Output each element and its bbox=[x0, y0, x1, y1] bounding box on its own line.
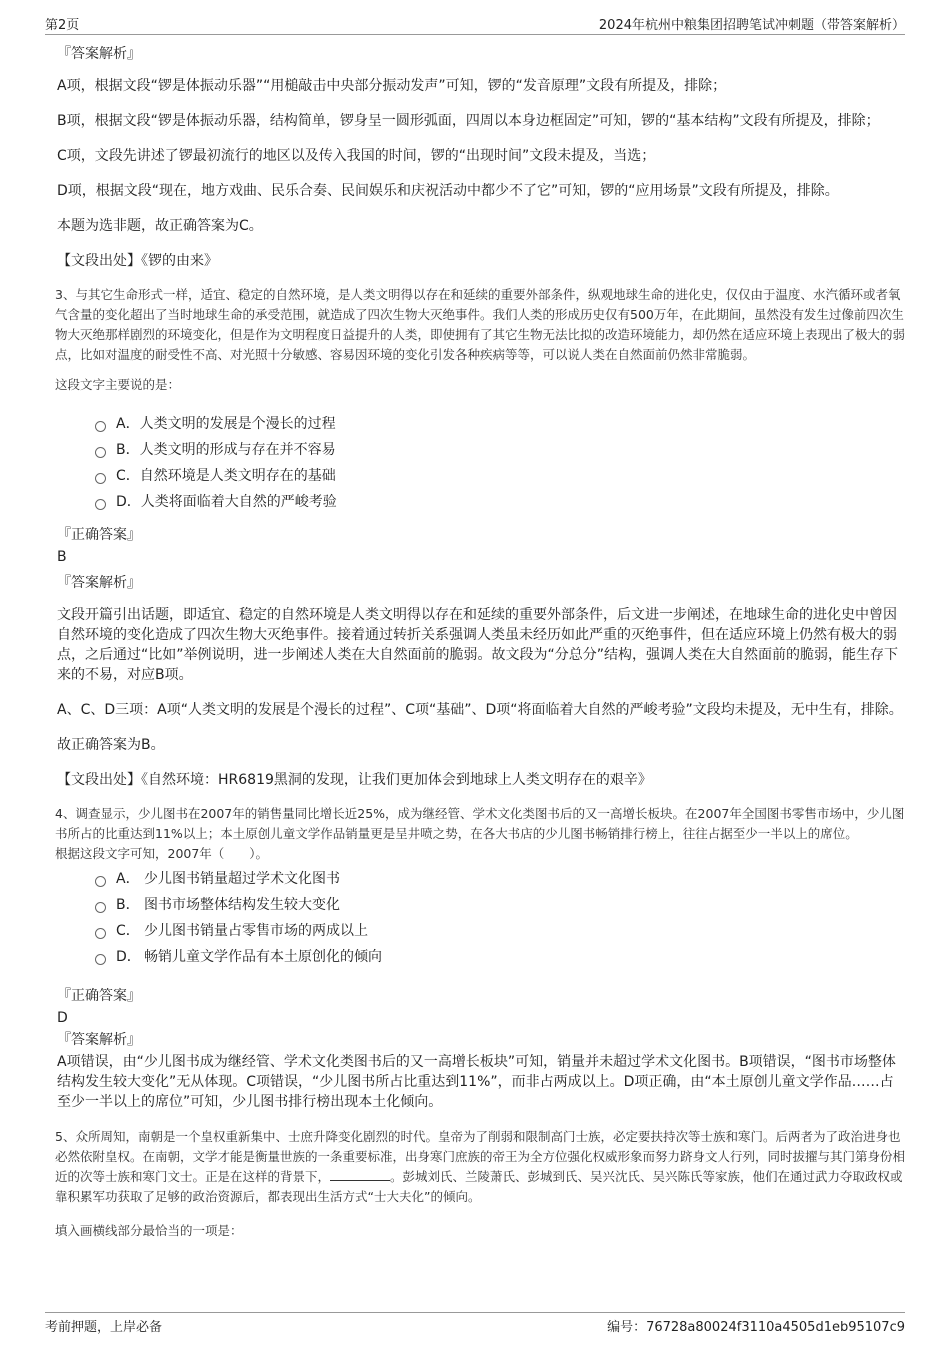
q5-text-after: 。彭城刘氏、兰陵萧氏、彭城到氏、吴兴沈氏、吴兴陈氏等家族，他们在通过武力夺取政权或靠积累军功获取了足够的政治资源后，都表现出生活方式“士大夫化”的倾向。 bbox=[55, 1169, 903, 1204]
option-text: 少儿图书销量占零售市场的两成以上 bbox=[144, 923, 368, 939]
q4-options bbox=[95, 866, 905, 970]
option-text: 少儿图书销量超过学术文化图书 bbox=[144, 871, 340, 887]
q3-text: 3、与其它生命形式一样，适宜、稳定的自然环境，是人类文明得以存在和延续的重要外部条件，纵观地球生命的进化史，仅仅由于温度、水汽循环或者氧气含量的变化超出了当时地球生命的承受范围，就造成了四次生物大灭绝事件。我们人类的形成历史仅有500万年，在此期间，虽然没有发生过像前四次生物大灭绝那样剧烈的环境变化，但是作为文明程度日益提升的人类，即使拥有了其它生物无法比拟的改造环境能力，却仍然在适应环境上表现出了极大的弱点，比如对温度的耐受性不高、对光照十分敏感、容易因环境的变化引发各种疾病等等，可以说人类在自然面前仍然非常脆弱。 bbox=[55, 287, 906, 362]
radio-icon[interactable] bbox=[95, 447, 106, 458]
footer-slogan: 考前押题，上岸必备 bbox=[45, 1320, 163, 1335]
option-text: 自然环境是人类文明存在的基础 bbox=[139, 468, 336, 484]
q3-option-d[interactable] bbox=[95, 489, 905, 515]
q5-text-before: 5、众所周知，南朝是一个皇权重新集中、士庶升降变化剧烈的时代。皇帝为了削弱和限制高门士族，必定要扶持次等士族和寒门。后两者为了政治进身也必然依附皇权。在南朝，文学才能是衡量世族的一条重要标准，出身寒门庶族的帝王为全方位强化权威形象而努力跻身文人行列，同时拔擢与其门第身份相近的次等士族和寒门文士。正是在这样的背景下， bbox=[55, 1129, 906, 1184]
option-text: 人类文明的形成与存在并不容易 bbox=[139, 442, 336, 458]
q4-answer: D bbox=[57, 1010, 68, 1026]
option-letter: B． bbox=[116, 897, 140, 913]
page-number: 第2页 bbox=[45, 18, 80, 33]
q4-text: 4、调查显示，少儿图书在2007年的销售量同比增长近25%，成为继经管、学术文化类图书后的又一高增长板块。在2007年全国图书零售市场中，少儿图书所占的比重达到11%以上；本土原创儿童文学作品销量更是呈井喷之势，在各大书店的少儿图书畅销排行榜上，往往占据至少一半以上的席位。 bbox=[55, 806, 905, 841]
q3-conclusion: 故正确答案为B。 bbox=[57, 737, 165, 753]
q3-correct-label: 『正确答案』 bbox=[57, 527, 141, 543]
radio-icon[interactable] bbox=[95, 421, 106, 432]
q3-option-b[interactable] bbox=[95, 437, 905, 463]
radio-icon[interactable] bbox=[95, 902, 106, 913]
option-text: 图书市场整体结构发生较大变化 bbox=[144, 897, 340, 913]
page-header bbox=[45, 12, 905, 35]
q4-option-b[interactable] bbox=[95, 892, 905, 918]
radio-icon[interactable] bbox=[95, 473, 106, 484]
radio-icon[interactable] bbox=[95, 876, 106, 887]
option-letter: C． bbox=[116, 468, 140, 484]
q3-answer: B bbox=[57, 549, 67, 565]
q2-analysis-c: C项，文段先讲述了锣最初流行的地区以及传入我国的时间，锣的“出现时间”文段未提及，当选； bbox=[57, 148, 656, 164]
option-letter: A． bbox=[116, 416, 140, 432]
q3-option-a[interactable] bbox=[95, 411, 905, 437]
q4-correct-label: 『正确答案』 bbox=[57, 988, 141, 1004]
option-letter: D． bbox=[116, 494, 141, 510]
q4-option-a[interactable] bbox=[95, 866, 905, 892]
radio-icon[interactable] bbox=[95, 499, 106, 510]
q2-analysis-b: B项，根据文段“锣是体振动乐器，结构简单，锣身呈一圆形弧面，四周以本身边框固定”可知，锣的“基本结构”文段有所提及，排除； bbox=[57, 113, 880, 129]
document-title: 2024年杭州中粮集团招聘笔试冲刺题（带答案解析） bbox=[598, 18, 905, 33]
q2-analysis-label: 『答案解析』 bbox=[57, 46, 141, 62]
q2-source: 【文段出处】《锣的由来》 bbox=[57, 253, 218, 269]
radio-icon[interactable] bbox=[95, 954, 106, 965]
q3-prompt: 这段文字主要说的是： bbox=[55, 377, 181, 392]
page-footer bbox=[45, 1312, 905, 1335]
q3-source: 【文段出处】《自然环境：HR6819黑洞的发现，让我们更加体会到地球上人类文明存在的艰辛》 bbox=[57, 772, 652, 788]
q5-text bbox=[55, 1127, 905, 1207]
q4-prompt: 根据这段文字可知，2007年（ ）。 bbox=[55, 846, 269, 861]
option-letter: C． bbox=[116, 923, 140, 939]
q5-prompt: 填入画横线部分最恰当的一项是： bbox=[55, 1223, 243, 1238]
q4-analysis-label: 『答案解析』 bbox=[57, 1032, 141, 1048]
radio-icon[interactable] bbox=[95, 928, 106, 939]
q4-option-c[interactable] bbox=[95, 918, 905, 944]
option-letter: D． bbox=[116, 949, 141, 965]
q2-analysis-a: A项，根据文段“锣是体振动乐器”“用槌敲击中央部分振动发声”可知，锣的“发音原理”文段有所提及，排除； bbox=[57, 78, 727, 94]
q3-analysis-others: A、C、D三项：A项“人类文明的发展是个漫长的过程”、C项“基础”、D项“将面临着大自然的严峻考验”文段均未提及，无中生有，排除。 bbox=[57, 702, 903, 718]
q3-option-c[interactable] bbox=[95, 463, 905, 489]
page-content bbox=[55, 44, 905, 1257]
option-letter: B． bbox=[116, 442, 140, 458]
option-text: 畅销儿童文学作品有本土原创化的倾向 bbox=[144, 949, 382, 965]
q2-conclusion: 本题为选非题，故正确答案为C。 bbox=[57, 218, 263, 234]
option-letter: A． bbox=[116, 871, 140, 887]
option-text: 人类将面临着大自然的严峻考验 bbox=[140, 494, 337, 510]
fill-blank bbox=[330, 1168, 390, 1181]
q3-analysis-main: 文段开篇引出话题，即适宜、稳定的自然环境是人类文明得以存在和延续的重要外部条件，后文进一步阐述，在地球生命的进化史中曾因自然环境的变化造成了四次生物大灭绝事件。接着通过转折关系强调人类虽未经历如此严重的灭绝事件，但在适应环境上仍然有极大的弱点，之后通过“比如”举例说明，进一步阐述人类在大自然面前的脆弱。故文段为“分总分”结构，强调人类在大自然面前的脆弱，能生存下来的不易，对应B项。 bbox=[57, 607, 899, 683]
q3-options bbox=[95, 411, 905, 515]
q4-option-d[interactable] bbox=[95, 944, 905, 970]
document-id: 编号：76728a80024f3110a4505d1eb95107c9 bbox=[607, 1320, 905, 1335]
q3-analysis-label: 『答案解析』 bbox=[57, 575, 141, 591]
option-text: 人类文明的发展是个漫长的过程 bbox=[139, 416, 336, 432]
q2-analysis-d: D项，根据文段“现在，地方戏曲、民乐合奏、民间娱乐和庆祝活动中都少不了它”可知，锣的“应用场景”文段有所提及，排除。 bbox=[57, 183, 839, 199]
q4-analysis: A项错误，由“少儿图书成为继经管、学术文化类图书后的又一高增长板块”可知，销量并未超过学术文化图书。B项错误，“图书市场整体结构发生较大变化”无从体现。C项错误，“少儿图书所占比重达到11%”，而非占两成以上。D项正确，由“本土原创儿童文学作品……占至少一半以上的席位”可知，少儿图书排行榜出现本土化倾向。 bbox=[57, 1054, 896, 1110]
